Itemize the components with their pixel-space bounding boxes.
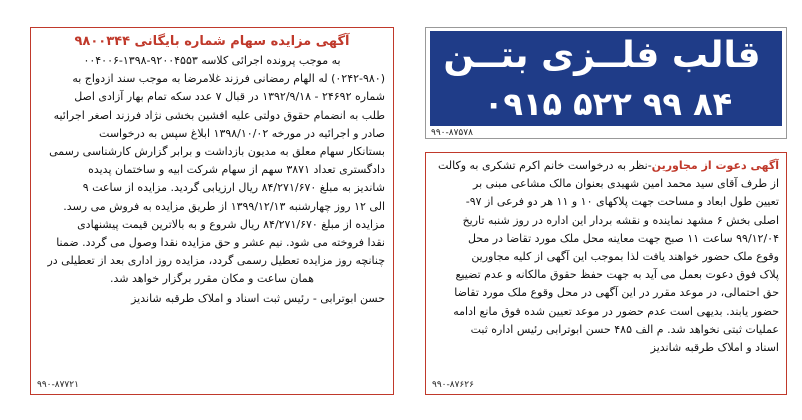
auction-notice-title: آگهی مزایده سهام شماره بایگانی ۹۸۰۰۳۴۴	[74, 34, 350, 49]
auction-notice-signature: حسن ابوترابی - رئیس ثبت اسناد و املاک طرقبه شاندیز	[131, 291, 385, 305]
notice-line: نقدا فروخته می شود. نیم عشر و حق مزایده نقدا وصول می گردد. ضمنا	[56, 236, 385, 250]
notice-line: اسناد و املاک طرقبه شاندیز	[650, 341, 779, 355]
ad-code: ۹۹۰-۸۷۵۷۸	[431, 128, 473, 138]
invitation-first-line-text: -نظر به درخواست خانم اکرم تشکری به وکالت	[437, 159, 652, 172]
notice-first-line	[433, 157, 779, 175]
auction-notice-code: ۹۹۰-۸۷۷۲۱	[37, 380, 79, 390]
notice-line: شماره ۲۴۶۹۲ - ۱۳۹۲/۹/۱۸ در قبال ۷ عدد سکه تمام بهار آزادی اصل	[74, 90, 385, 104]
ad-banner	[430, 31, 782, 126]
notice-line: حق احتمالی، در موعد مقرر در این آگهی در محل وقوع ملک مورد تقاضا	[454, 286, 779, 300]
notice-line: دادگستری تعداد ۳۸۷۱ سهم از سهام شرکت ابیه و ساختمان پدیده	[88, 163, 385, 177]
notice-line: عملیات ثبتی نخواهد شد. م الف ۴۸۵ حسن ابوترابی رئیس اداره ثبت	[470, 322, 779, 336]
notice-line: تعیین طول ابعاد و مساحت جهت پلاکهای ۱۰ و ۱۱ هر دو فرعی از ۹۷-	[465, 195, 779, 209]
neighbors-invitation-notice	[425, 152, 787, 395]
ad-phone-number: ۰۹۱۵ ۵۲۲ ۹۹ ۸۴	[483, 85, 733, 123]
notice-line: پلاک فوق دعوت بعمل می آید به جهت حفظ حقوق مالکانه و عدم تضییع	[455, 268, 779, 282]
notice-line: به موجب پرونده اجرائی کلاسه ۹۲۰۰۴۵۵۳-۱۳۹۸-۰۰۴۰۰۶	[83, 54, 341, 67]
auction-notice	[30, 27, 394, 395]
notice-line: چنانچه روز مزایده تعطیل رسمی گردد، مزایده روز اداری بعد از تعطیلی در	[47, 254, 385, 268]
notice-line: وقوع ملک حضور خواهند یافت لذا بموجب این آگهی از کلیه مجاورین	[471, 250, 779, 264]
notice-line: اصلی بخش ۶ مشهد نماینده و نقشه بردار این اداره در روز شنبه تاریخ	[462, 213, 779, 227]
invitation-notice-code: ۹۹۰-۸۷۶۲۶	[432, 380, 474, 390]
notice-line: حضور یابند. بدیهی است عدم حضور در موعد تعیین شده فوق مانع ادامه	[453, 304, 779, 318]
notice-line: طلب به انضمام حقوق دولتی علیه افشین بخشی نژاد فرزند اصغر اجرائیه	[53, 108, 385, 122]
notice-line: (۰۲۴۲-۹۸۰) له الهام رمضانی فرزند غلامرضا به موجب سند ازدواج به	[72, 72, 385, 86]
notice-line: از طرف آقای سید محمد امین شهیدی بعنوان مالک مشاعی مبنی بر	[473, 177, 779, 191]
notice-line: صادر و اجرائیه در مورخه ۱۳۹۸/۱۰/۰۲ ابلاغ سپس به درخواست	[99, 126, 385, 140]
ad-title: قالب فلــزی بتــن	[443, 35, 761, 76]
notice-line: مزایده از مبلغ ۸۴/۲۷۱/۶۷۰ ریال شروع و به بالاترین قیمت پیشنهادی	[77, 217, 385, 231]
notice-line: ۹۹/۱۲/۰۴ ساعت ۱۱ صبح جهت معاینه محل ملک مورد تقاضا در محل	[467, 231, 779, 245]
advertisement	[425, 27, 787, 139]
notice-line: الی ۱۲ روز چهارشنبه ۱۳۹۹/۱۲/۱۳ از طریق مزایده به فروش می رسد.	[63, 199, 385, 213]
invitation-heading: آگهی دعوت از مجاورین	[651, 159, 779, 172]
auction-notice-body	[39, 52, 385, 289]
notice-line: بستانکار سهام معلق به مدیون بازداشت و برابر گزارش کارشناسی رسمی	[49, 145, 385, 159]
notice-line: شاندیز به مبلغ ۸۴/۲۷۱/۶۷۰ ریال ارزیابی گردید. مزایده از ساعت ۹	[82, 181, 385, 195]
notice-line: همان ساعت و مکان مقرر برگزار خواهد شد.	[110, 272, 314, 286]
